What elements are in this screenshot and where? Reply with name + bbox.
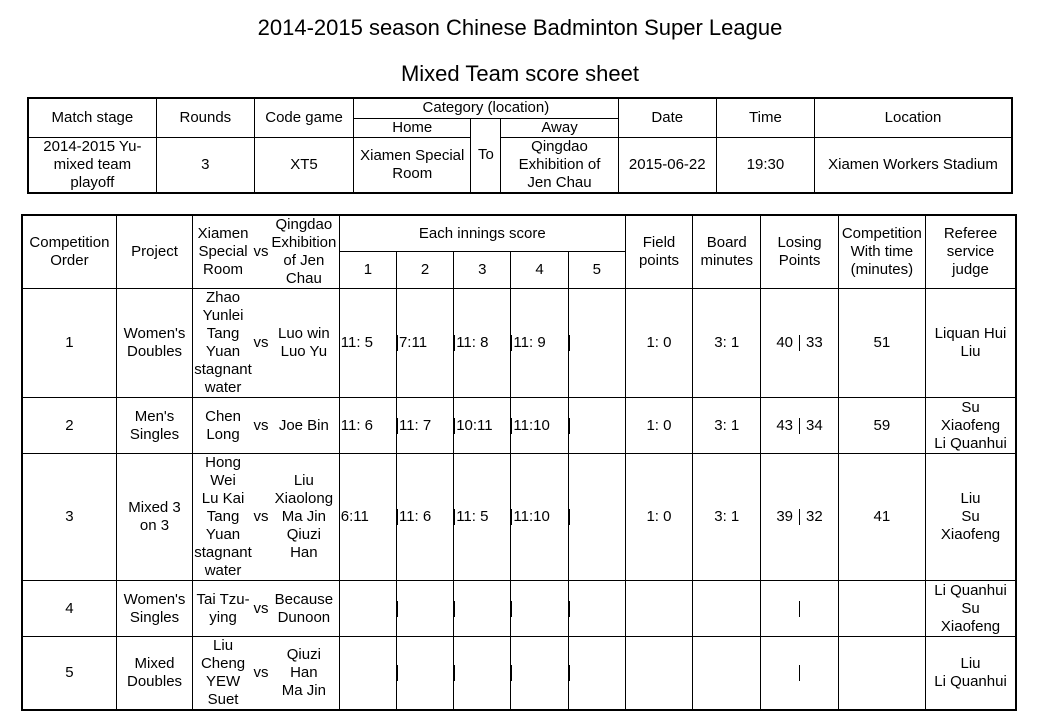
project-cell: Women's Doubles — [116, 289, 192, 398]
losing-points-away: 33 — [806, 334, 823, 351]
score-divider — [397, 418, 398, 434]
inning-score-cell — [568, 454, 625, 581]
vs-header: vs — [253, 215, 269, 289]
score-divider — [569, 665, 570, 681]
time-header: Time — [716, 98, 814, 137]
inning-score-cell — [396, 289, 453, 398]
vs-cell: vs — [253, 637, 269, 711]
inning-2-header: 2 — [396, 252, 453, 289]
project-cell: Mixed Doubles — [116, 637, 192, 711]
inning-score: 7:11 — [398, 334, 428, 351]
inning-3-header: 3 — [454, 252, 511, 289]
field-points-cell — [625, 581, 692, 637]
inning-score-cell — [454, 454, 511, 581]
away-player-cell: Liu Xiaolong Ma Jin Qiuzi Han — [269, 454, 339, 581]
score-divider — [511, 665, 512, 681]
order-header: Competition Order — [22, 215, 116, 289]
score-divider — [397, 335, 398, 351]
referee-cell: Liquan Hui Liu — [926, 289, 1016, 398]
field-points-cell: 1: 0 — [625, 454, 692, 581]
away-header: Away — [501, 118, 618, 137]
code-game-value: XT5 — [254, 137, 353, 193]
losing-points-home: 40 — [776, 334, 794, 351]
inning-score: 11: 7 — [398, 416, 432, 434]
inning-score-cell — [454, 581, 511, 637]
home-player-cell: Tai Tzu- ying — [193, 581, 253, 637]
inning-score: 10:11 — [456, 416, 493, 434]
losing-points-cell — [761, 637, 838, 711]
board-minutes-cell: 3: 1 — [693, 398, 761, 454]
score-divider — [511, 335, 512, 351]
home-player-cell: Zhao Yunlei Tang Yuan stagnant water — [194, 289, 252, 396]
away-player-cell: Joe Bin — [269, 398, 339, 454]
referee-cell: Liu Li Quanhui — [926, 637, 1016, 711]
inning-score: 11:10 — [513, 508, 550, 525]
inning-score: 11: 9 — [513, 334, 546, 351]
losing-points-header: Losing Points — [761, 215, 838, 289]
inning-score-cell — [396, 581, 453, 637]
inning-score: 11: 8 — [456, 334, 489, 351]
inning-score: 6:11 — [340, 508, 369, 525]
score-divider — [454, 601, 455, 617]
losing-points-cell — [761, 454, 838, 581]
board-minutes-header: Board minutes — [693, 215, 761, 289]
location-header: Location — [815, 98, 1012, 137]
date-value: 2015-06-22 — [618, 137, 716, 193]
inning-score: 11: 6 — [398, 508, 432, 525]
board-minutes-cell — [693, 637, 761, 711]
home-player-cell: Chen Long — [193, 398, 253, 454]
losing-points-away: 32 — [806, 508, 823, 525]
away-player-cell: Because Dunoon — [269, 581, 339, 637]
home-player-cell: Liu Cheng YEW Suet — [193, 637, 253, 711]
losing-points-divider — [799, 335, 800, 351]
vs-cell: vs — [253, 454, 269, 581]
inning-score-cell — [396, 398, 453, 454]
inning-score-cell — [568, 581, 625, 637]
inning-score-cell — [396, 454, 453, 581]
rounds-value: 3 — [156, 137, 254, 193]
inning-4-header: 4 — [511, 252, 568, 289]
competition-time-cell: 51 — [838, 289, 925, 398]
home-player-cell: Hong Wei Lu Kai Tang Yuan stagnant water — [194, 454, 252, 579]
inning-score-cell — [511, 581, 568, 637]
field-points-cell — [625, 637, 692, 711]
away-player-cell: Qiuzi Han Ma Jin — [269, 637, 339, 711]
inning-score: 11: 6 — [340, 416, 373, 434]
score-divider — [454, 335, 455, 351]
home-header: Home — [354, 118, 471, 137]
vs-cell: vs — [253, 581, 269, 637]
inning-1-header: 1 — [339, 252, 396, 289]
away-team-header: Qingdao Exhibition of Jen Chau — [269, 215, 339, 289]
losing-points-away: 34 — [806, 416, 823, 434]
losing-points-divider — [799, 509, 800, 525]
competition-time-cell: 41 — [838, 454, 925, 581]
order-cell: 2 — [22, 398, 116, 454]
match-rows — [22, 289, 1016, 711]
score-divider — [511, 509, 512, 525]
inning-score-cell — [511, 637, 568, 711]
inning-score-cell — [339, 637, 396, 711]
board-minutes-cell: 3: 1 — [693, 289, 761, 398]
inning-5-header: 5 — [568, 252, 625, 289]
competition-time-cell — [838, 637, 925, 711]
score-divider — [511, 601, 512, 617]
date-header: Date — [618, 98, 716, 137]
losing-points-divider — [799, 418, 800, 434]
score-divider — [454, 665, 455, 681]
match-info-table — [27, 97, 1013, 194]
category-header: Category (location) — [354, 98, 619, 118]
vs-cell: vs — [253, 398, 269, 454]
inning-score-cell — [454, 637, 511, 711]
match-row — [22, 398, 1016, 454]
inning-score-cell — [339, 289, 396, 398]
match-row — [22, 454, 1016, 581]
inning-score-cell — [339, 581, 396, 637]
inning-score-cell — [568, 289, 625, 398]
code-game-header: Code game — [254, 98, 353, 137]
project-cell: Men's Singles — [116, 398, 192, 454]
inning-score: 11:10 — [513, 416, 550, 434]
losing-points-home: 39 — [776, 508, 794, 525]
order-cell: 3 — [22, 454, 116, 581]
score-divider — [454, 418, 455, 434]
vs-cell: vs — [253, 289, 269, 398]
inning-score-cell — [454, 398, 511, 454]
order-cell: 4 — [22, 581, 116, 637]
score-divider — [569, 601, 570, 617]
inning-score-cell — [396, 637, 453, 711]
innings-header: Each innings score — [339, 215, 625, 252]
project-header: Project — [116, 215, 192, 289]
score-divider — [397, 601, 398, 617]
match-stage-value: 2014-2015 Yu- mixed team playoff — [28, 137, 156, 193]
match-stage-header: Match stage — [28, 98, 156, 137]
score-divider — [569, 509, 570, 525]
inning-score-cell — [511, 289, 568, 398]
field-points-cell: 1: 0 — [625, 398, 692, 454]
match-row — [22, 637, 1016, 711]
competition-time-header: Competition With time (minutes) — [838, 215, 925, 289]
losing-points-divider — [799, 665, 800, 681]
sheet-subtitle: Mixed Team score sheet — [400, 61, 640, 86]
board-minutes-cell — [693, 581, 761, 637]
referee-cell: Su Xiaofeng Li Quanhui — [926, 398, 1016, 454]
match-row — [22, 289, 1016, 398]
score-divider — [397, 665, 398, 681]
inning-score: 11: 5 — [456, 508, 489, 525]
order-cell: 5 — [22, 637, 116, 711]
score-divider — [569, 335, 570, 351]
inning-score: 11: 5 — [340, 334, 373, 351]
score-table — [21, 214, 1017, 711]
inning-score-cell — [339, 454, 396, 581]
field-points-header: Field points — [625, 215, 692, 289]
competition-time-cell — [838, 581, 925, 637]
losing-points-cell — [761, 581, 838, 637]
referee-cell: Liu Su Xiaofeng — [926, 454, 1016, 581]
inning-score-cell — [339, 398, 396, 454]
rounds-header: Rounds — [156, 98, 254, 137]
inning-score-cell — [511, 454, 568, 581]
away-value: Qingdao Exhibition of Jen Chau — [501, 137, 618, 193]
losing-points-cell — [761, 289, 838, 398]
project-cell: Women's Singles — [116, 581, 192, 637]
score-divider — [569, 418, 570, 434]
losing-points-cell — [761, 398, 838, 454]
referee-header: Referee service judge — [926, 215, 1016, 289]
sheet-title: 2014-2015 season Chinese Badminton Super League — [257, 15, 783, 40]
match-row — [22, 581, 1016, 637]
project-cell: Mixed 3 on 3 — [116, 454, 192, 581]
time-value: 19:30 — [716, 137, 814, 193]
board-minutes-cell: 3: 1 — [693, 454, 761, 581]
inning-score-cell — [568, 398, 625, 454]
score-divider — [454, 509, 455, 525]
order-cell: 1 — [22, 289, 116, 398]
losing-points-divider — [799, 601, 800, 617]
inning-score-cell — [454, 289, 511, 398]
losing-points-home: 43 — [776, 416, 794, 434]
away-player-cell: Luo win Luo Yu — [269, 289, 339, 398]
inning-score-cell — [511, 398, 568, 454]
competition-time-cell: 59 — [838, 398, 925, 454]
location-value: Xiamen Workers Stadium — [815, 137, 1012, 193]
home-team-header: Xiamen Special Room — [193, 215, 253, 289]
inning-score-cell — [568, 637, 625, 711]
to-cell: To — [471, 118, 501, 193]
field-points-cell: 1: 0 — [625, 289, 692, 398]
score-divider — [397, 509, 398, 525]
score-divider — [511, 418, 512, 434]
home-value: Xiamen Special Room — [354, 137, 471, 193]
referee-cell: Li Quanhui Su Xiaofeng — [926, 581, 1016, 637]
